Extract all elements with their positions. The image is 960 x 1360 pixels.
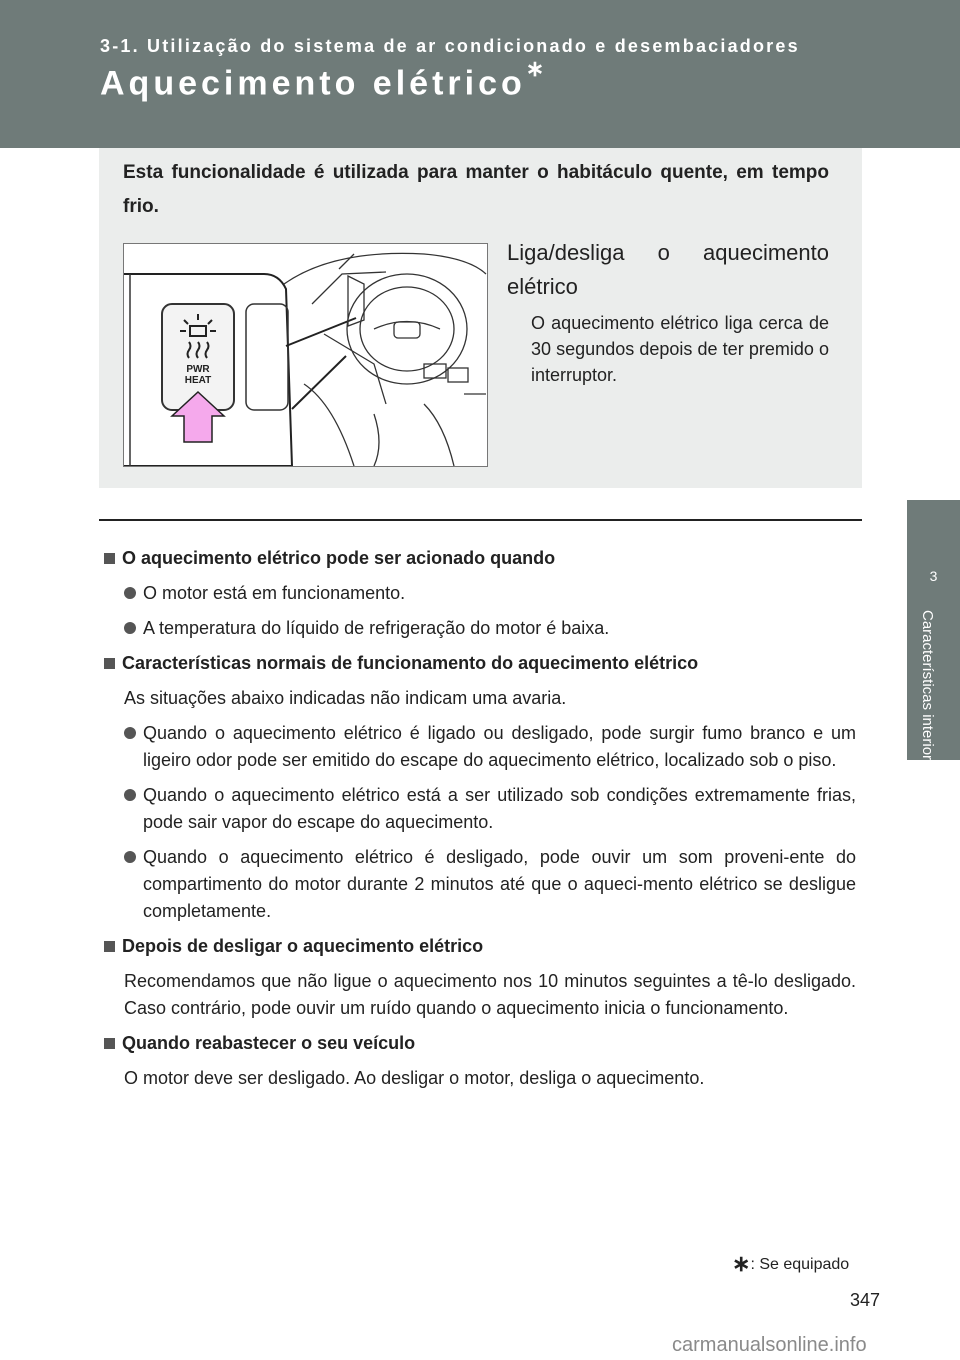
footnote-text: : Se equipado <box>750 1256 850 1273</box>
section-heading <box>104 545 856 572</box>
page-number: 347 <box>850 1290 881 1310</box>
dot-bullet-icon <box>124 587 136 599</box>
list-item-text: Quando o aquecimento elétrico está a ser utilizado sob condições extremamente frias, pode sair vapor do escape do aquecimento. <box>143 785 856 832</box>
dot-bullet-icon <box>124 727 136 739</box>
chapter-side-tab <box>907 148 960 1360</box>
section-title: 3-1. Utilização do sistema de ar condicionado e desembaciadores <box>100 36 800 56</box>
list-item <box>124 844 856 925</box>
section-paragraph: O motor deve ser desligado. Ao desligar o motor, desliga o aquecimento. <box>124 1068 705 1088</box>
page-header <box>0 0 960 148</box>
dot-bullet-icon <box>124 851 136 863</box>
pwr-label: PWR <box>186 364 210 375</box>
section-heading <box>104 933 856 960</box>
optional-equipment-mark: ∗ <box>525 56 545 81</box>
list-item-text: Quando o aquecimento elétrico é ligado ou desligado, pode surgir fumo branco e um ligeiro odor pode ser emitido do escape do aquecimento elétrico, localizado sob o piso. <box>143 723 856 770</box>
section-divider <box>99 519 862 521</box>
page-title-text: Aquecimento elétrico <box>100 64 526 103</box>
heading-text: Características normais de funcionamento do aquecimento elétrico <box>122 653 699 673</box>
body-text <box>104 545 856 1100</box>
heading-text: O aquecimento elétrico pode ser acionado quando <box>122 548 556 568</box>
heading-text: Quando reabastecer o seu veículo <box>122 1033 416 1053</box>
list-item-text: A temperatura do líquido de refrigeração do motor é baixa. <box>143 618 610 638</box>
heading-text: Depois de desligar o aquecimento elétrico <box>122 936 484 956</box>
list-item-text: Quando o aquecimento elétrico é desligado, pode ouvir um som proveni-ente do compartimento do motor durante 2 minutos até que o aqueci-mento elétrico se desligue completamente. <box>143 847 856 921</box>
intro-box <box>99 148 862 488</box>
chapter-name: Características interiores <box>919 610 936 776</box>
page-title <box>100 56 545 103</box>
intro-lead: Esta funcionalidade é utilizada para manter o habitáculo quente, em tempo frio. <box>123 162 829 217</box>
dot-bullet-icon <box>124 789 136 801</box>
cockpit-sketch <box>284 253 486 466</box>
footnote <box>732 1249 849 1275</box>
square-bullet-icon <box>104 658 115 669</box>
list-item-text: O motor está em funcionamento. <box>143 583 406 603</box>
section-intro: As situações abaixo indicadas não indicam uma avaria. <box>124 688 567 708</box>
section-paragraph: Recomendamos que não ligue o aquecimento nos 10 minutos seguintes a tê-lo desligado. Caso contrário, pode ouvir um ruído quando o aquecimento inicia o funcionamento. <box>124 971 856 1018</box>
square-bullet-icon <box>104 941 115 952</box>
chapter-number: 3 <box>929 568 938 584</box>
list-item <box>124 580 856 607</box>
dashboard-drawing <box>124 244 487 466</box>
watermark: carmanualsonline.info <box>672 1334 867 1356</box>
callout-title: Liga/desliga o aquecimento elétrico <box>507 240 829 299</box>
square-bullet-icon <box>104 553 115 564</box>
callout-body: O aquecimento elétrico liga cerca de 30 segundos depois de ter premido o interruptor. <box>531 313 829 385</box>
section-heading <box>104 1030 856 1057</box>
heat-label: HEAT <box>184 375 212 386</box>
list-item <box>124 615 856 642</box>
dot-bullet-icon <box>124 622 136 634</box>
side-tab-spacer <box>907 148 960 500</box>
footnote-mark: ∗ <box>732 1251 751 1276</box>
dashboard-illustration <box>123 243 488 467</box>
square-bullet-icon <box>104 1038 115 1049</box>
section-heading <box>104 650 856 677</box>
list-item <box>124 782 856 836</box>
list-item <box>124 720 856 774</box>
